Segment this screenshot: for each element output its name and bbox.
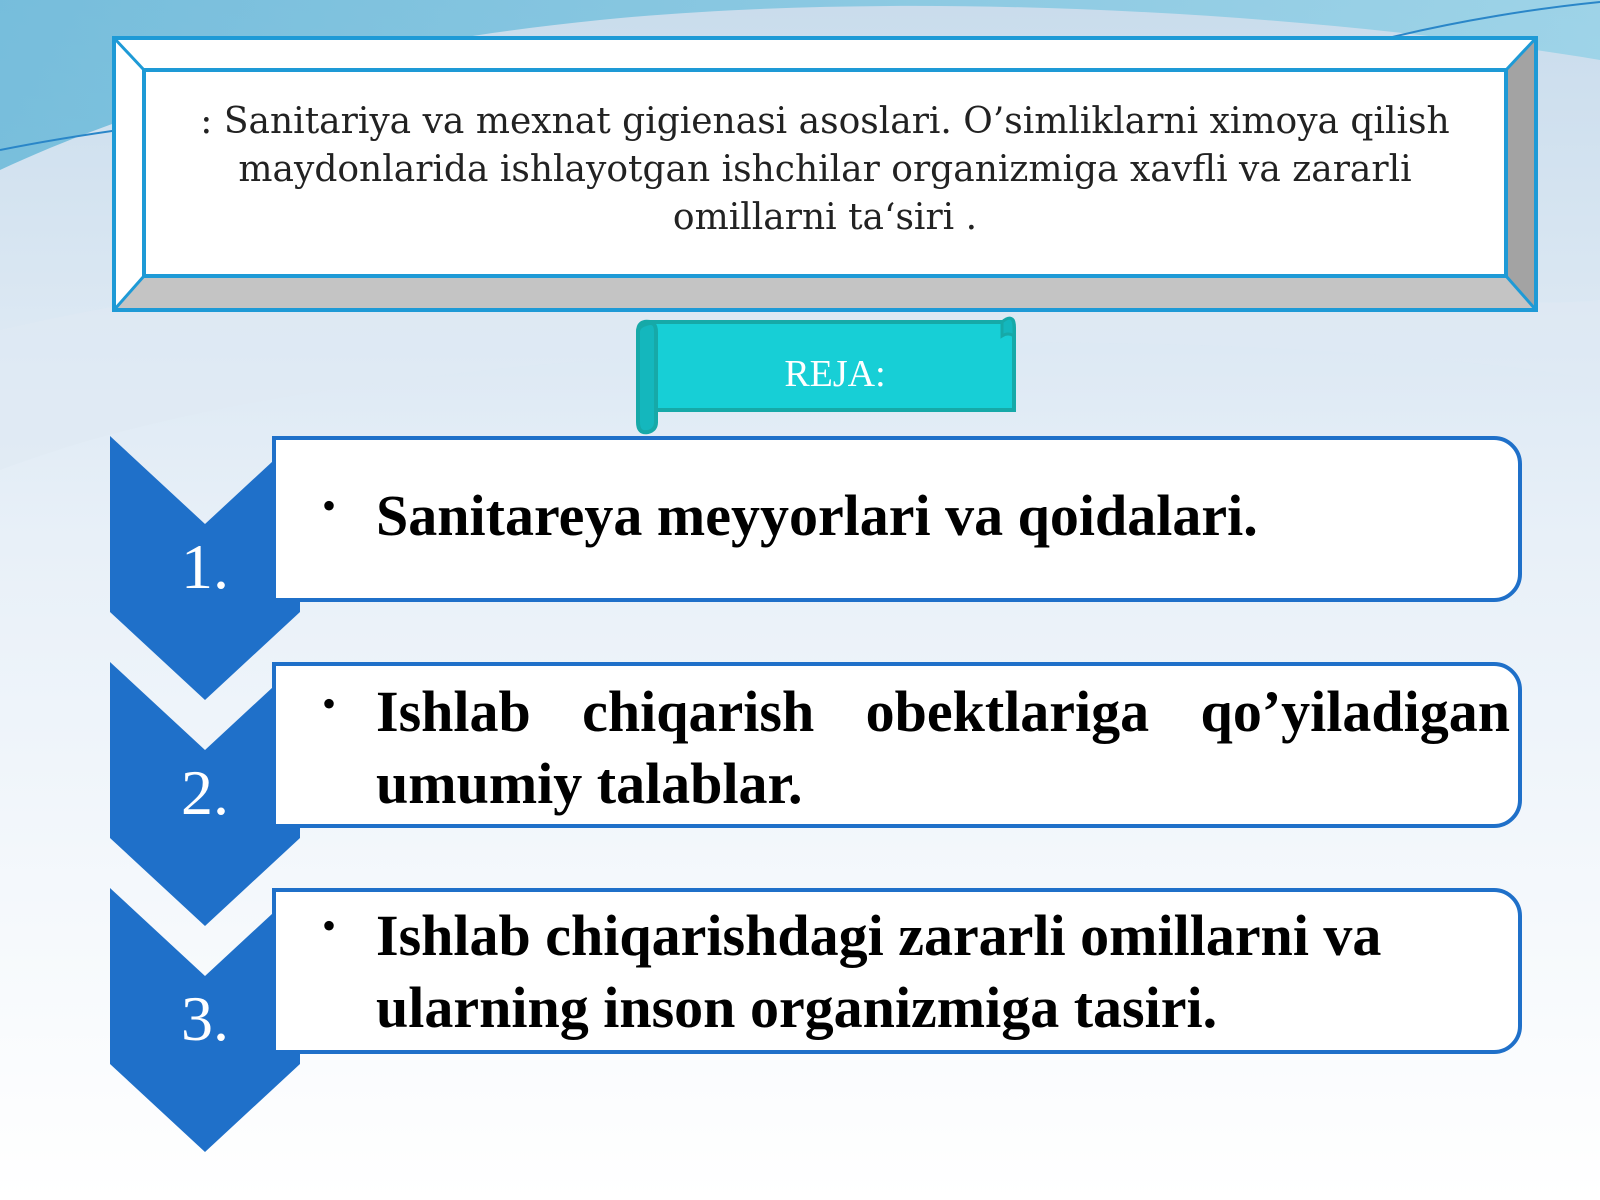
plan-item-text: Ishlab chiqarishdagi zararli omillarni va ularning inson organizmiga tasiri. [376,903,1382,1040]
bullet-point: • [322,681,337,726]
slide-title: : Sanitariya va mexnat gigienasi asoslari. O’simliklarni ximoya qilish maydonlarida ishlayotgan ishchilar organizmiga xavfli va zararli omillarni ta‘siri . [200,101,1450,238]
plan-item-number: 1. [181,531,229,602]
bullet-point: • [322,903,337,948]
bullet-point: • [322,483,337,528]
plan-item-number: 2. [181,757,229,828]
plan-item [0,888,1600,1188]
plan-item-text: Sanitareya meyyorlari va qoidalari. [376,483,1258,548]
plan-item-number: 3. [181,983,229,1054]
plan-item-text: Ishlab chiqarish obektlariga qo’yiladigan umumiy talablar. [376,679,1510,816]
plan-label: REJA: [784,353,886,395]
